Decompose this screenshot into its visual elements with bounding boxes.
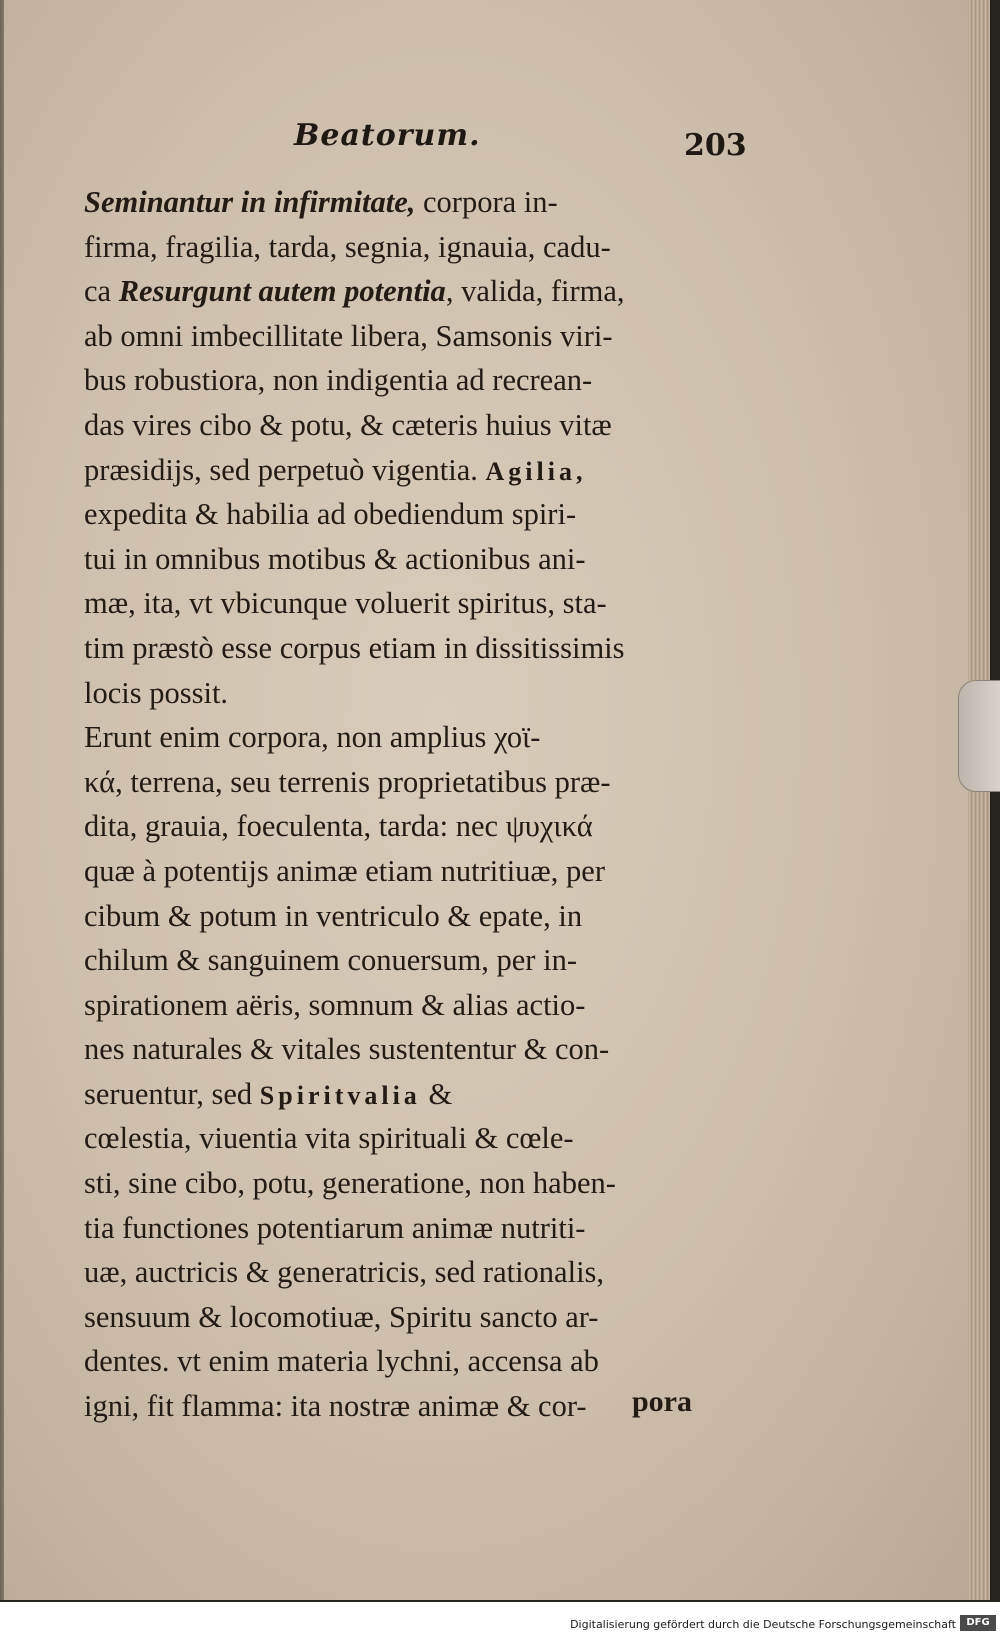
text-line <box>84 1339 724 1384</box>
text-line <box>84 849 724 894</box>
text-line <box>84 581 724 626</box>
text-segment: Agilia, <box>485 456 587 486</box>
text-segment: Seminantur in infirmitate, <box>84 185 416 219</box>
text-line <box>84 314 724 359</box>
catchword: pora <box>632 1385 692 1418</box>
text-line <box>84 715 724 760</box>
text-line <box>84 1384 724 1429</box>
text-segment: dita, grauia, foeculenta, tarda: nec ψυχικά <box>84 809 593 844</box>
text-segment: ca <box>84 274 119 309</box>
text-segment: nes naturales & vitales sustententur & con- <box>84 1032 610 1067</box>
book-page <box>4 0 973 1600</box>
text-line <box>84 1072 724 1117</box>
page-edges <box>968 0 990 1600</box>
text-segment: & <box>420 1076 453 1111</box>
text-line <box>84 894 724 939</box>
footer-credit: Digitalisierung gefördert durch die Deutsche Forschungsgemeinschaft <box>570 1618 956 1631</box>
text-segment: spirationem aëris, somnum & alias actio- <box>84 987 586 1022</box>
text-segment: , valida, firma, <box>445 274 625 309</box>
text-line <box>84 1295 724 1340</box>
text-segment: Resurgunt autem potentia <box>118 274 446 309</box>
text-line <box>84 358 724 403</box>
text-segment: locis possit. <box>84 675 229 710</box>
text-segment: expedita & habilia ad obediendum spiri- <box>84 497 577 532</box>
text-segment: ab omni imbecillitate libera, Samsonis viri- <box>84 318 613 353</box>
text-segment: tim præstò esse corpus etiam in dissitissimis <box>84 630 625 665</box>
text-line <box>84 626 724 671</box>
text-line <box>84 225 724 270</box>
text-segment: sti, sine cibo, potu, generatione, non haben- <box>84 1166 616 1201</box>
text-segment: tia functiones potentiarum animæ nutriti- <box>84 1210 586 1245</box>
running-head: Beatorum. <box>294 118 481 153</box>
text-segment: sensuum & locomotiuæ, Spiritu sancto ar- <box>84 1299 599 1334</box>
text-line <box>84 492 724 537</box>
text-segment: cibum & potum in ventriculo & epate, in <box>84 898 583 933</box>
text-line <box>84 448 724 493</box>
page-number: 203 <box>684 128 747 163</box>
text-segment: corpora in- <box>415 185 558 219</box>
text-segment: mæ, ita, vt vbicunque voluerit spiritus, sta- <box>84 586 607 621</box>
text-line <box>84 537 724 582</box>
text-line <box>84 403 724 448</box>
text-segment: præsidijs, sed perpetuò vigentia. <box>84 452 486 487</box>
text-line <box>84 804 724 849</box>
text-segment: κά, terrena, seu terrenis proprietatibus præ- <box>84 764 611 799</box>
text-segment: cœlestia, viuentia vita spirituali & cœle- <box>84 1121 574 1156</box>
text-segment: dentes. vt enim materia lychni, accensa ab <box>84 1344 599 1379</box>
text-segment: bus robustiora, non indigentia ad recrean- <box>84 363 593 398</box>
text-segment: uæ, auctricis & generatricis, sed rationalis, <box>84 1255 605 1290</box>
clasp-tab <box>958 680 1000 792</box>
text-segment: Erunt enim corpora, non amplius χοϊ- <box>84 720 541 755</box>
text-line <box>84 760 724 805</box>
text-line <box>84 180 724 225</box>
text-line <box>84 1250 724 1295</box>
text-line <box>84 269 724 314</box>
text-segment: seruentur, sed <box>84 1076 260 1111</box>
text-line <box>84 1027 724 1072</box>
text-line <box>84 1206 724 1251</box>
text-segment: igni, fit flamma: ita nostræ animæ & cor- <box>84 1389 587 1424</box>
text-line <box>84 938 724 983</box>
text-segment: tui in omnibus motibus & actionibus ani- <box>84 541 586 576</box>
text-line <box>84 983 724 1028</box>
text-segment: das vires cibo & potu, & cæteris huius vitæ <box>84 407 612 442</box>
text-segment: chilum & sanguinem conuersum, per in- <box>84 943 577 978</box>
text-segment: Spiritvalia <box>259 1080 421 1110</box>
dfg-logo: DFG <box>960 1615 996 1631</box>
text-segment: quæ à potentijs animæ etiam nutritiuæ, per <box>84 853 605 888</box>
text-line <box>84 671 724 716</box>
body-text <box>84 180 724 1429</box>
text-line <box>84 1116 724 1161</box>
text-segment: firma, fragilia, tarda, segnia, ignauia, cadu- <box>84 229 611 264</box>
text-line <box>84 1161 724 1206</box>
